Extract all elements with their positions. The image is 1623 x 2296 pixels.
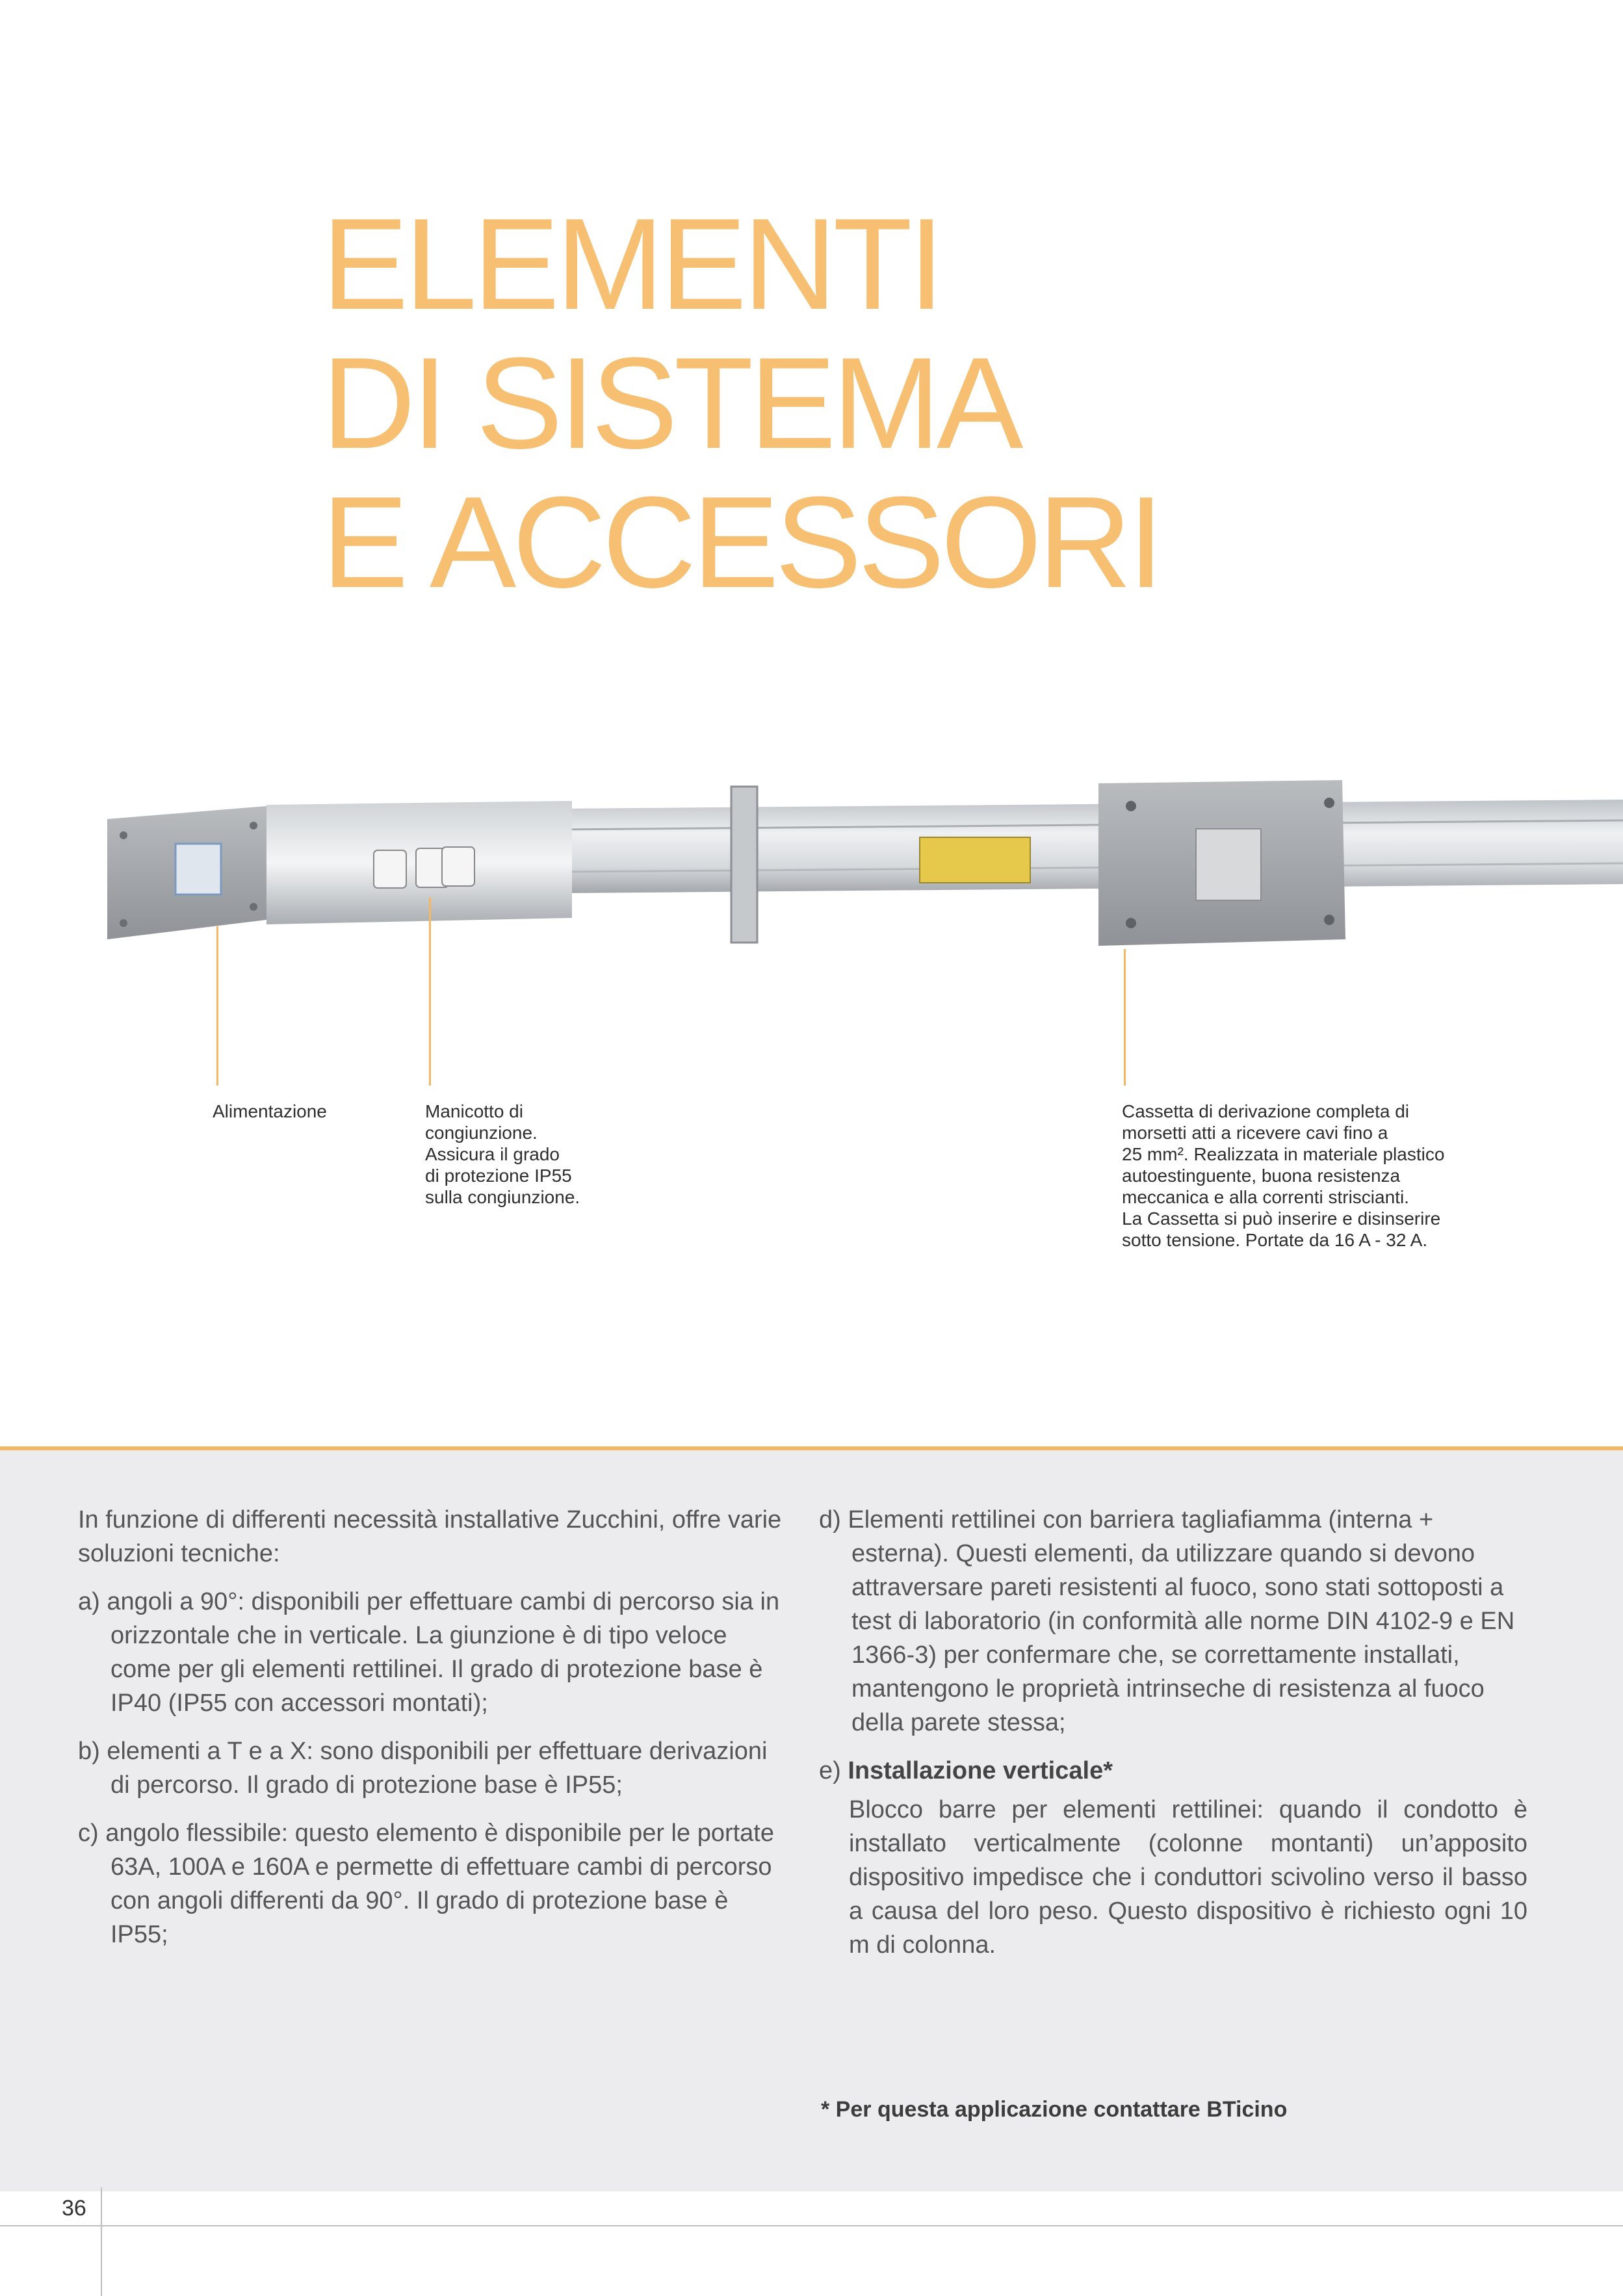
callout-manicotto: Manicotto di congiunzione. Assicura il grado di protezione IP55 sulla congiunzione.: [425, 1101, 580, 1207]
callout-line-cassetta: [1124, 949, 1126, 1086]
right-column: [819, 1503, 1527, 1976]
list-item-c: c) angolo flessibile: questo elemento è disponibile per le portate 63A, 100A e 160A e permette di effettuare cambi di percorso con angoli differenti da 90°. Il grado di protezione base è IP55;: [78, 1820, 774, 1948]
list-item-b: b) elementi a T e a X: sono disponibili per effettuare derivazioni di percorso. Il grado di protezione base è IP55;: [78, 1738, 768, 1799]
footnote: * Per questa applicazione contattare BTicino: [821, 2097, 1288, 2122]
footer-divider: [0, 2225, 1623, 2226]
footer-vertical-divider: [101, 2187, 102, 2296]
callout-alimentazione: Alimentazione: [213, 1101, 327, 1121]
callout-cassetta: Cassetta di derivazione completa di morsetti atti a ricevere cavi fino a 25 mm². Realizzata in materiale plastico autoestinguente, buona resistenza meccanica e alla correnti striscianti. La Cassetta si può inserire e disinserire sotto tensione. Portate da 16 A - 32 A.: [1122, 1101, 1445, 1250]
list-item-d: d) Elementi rettilinei con barriera tagliafiamma (interna + esterna). Questi elementi, da utilizzare quando si devono attraversare pareti resistenti al fuoco, sono stati sottoposti a test di laboratorio (in conformità alle norme DIN 4102-9 e EN 1366-3) per confermare che, se correttamente installati, mantengono le proprietà intrinseche di resistenza al fuoco della parete stessa;: [819, 1506, 1515, 1736]
left-column: [78, 1503, 786, 1966]
list-item-e-text: Blocco barre per elementi rettilinei: quando il condotto è installato verticalmente (colonne montanti) un’apposito dispositivo impedisce che i conduttori scivolino verso il basso a causa del loro peso. Questo dispositivo è richiesto ogni 10 m di colonna.: [849, 1796, 1527, 1959]
callout-line-manicotto: [429, 897, 431, 1086]
title-line-1: ELEMENTI: [322, 192, 941, 337]
list-item-e-title: Installazione verticale*: [848, 1757, 1113, 1784]
support-bracket: [731, 787, 757, 943]
list-item-e-heading: [819, 1754, 1527, 1788]
list-item-e-prefix: e): [819, 1757, 841, 1784]
list-item-a: a) angoli a 90°: disponibili per effettuare cambi di percorso sia in orizzontale che in verticale. La giunzione è di tipo veloce come per gli elementi rettilinei. Il grado di protezione base è IP40 (IP55 con accessori montati);: [78, 1588, 780, 1717]
callout-line-alimentazione: [216, 926, 218, 1086]
title-line-3: E ACCESSORI: [322, 470, 1160, 615]
title-line-2: DI SISTEMA: [322, 331, 1020, 476]
rating-label: [920, 837, 1030, 883]
page-number: 36: [62, 2196, 86, 2221]
page-title: [322, 192, 1160, 615]
intro-paragraph: In funzione di differenti necessità installative Zucchini, offre varie soluzioni tecniche:: [78, 1506, 782, 1567]
busbar-product-photo: [0, 767, 1623, 962]
